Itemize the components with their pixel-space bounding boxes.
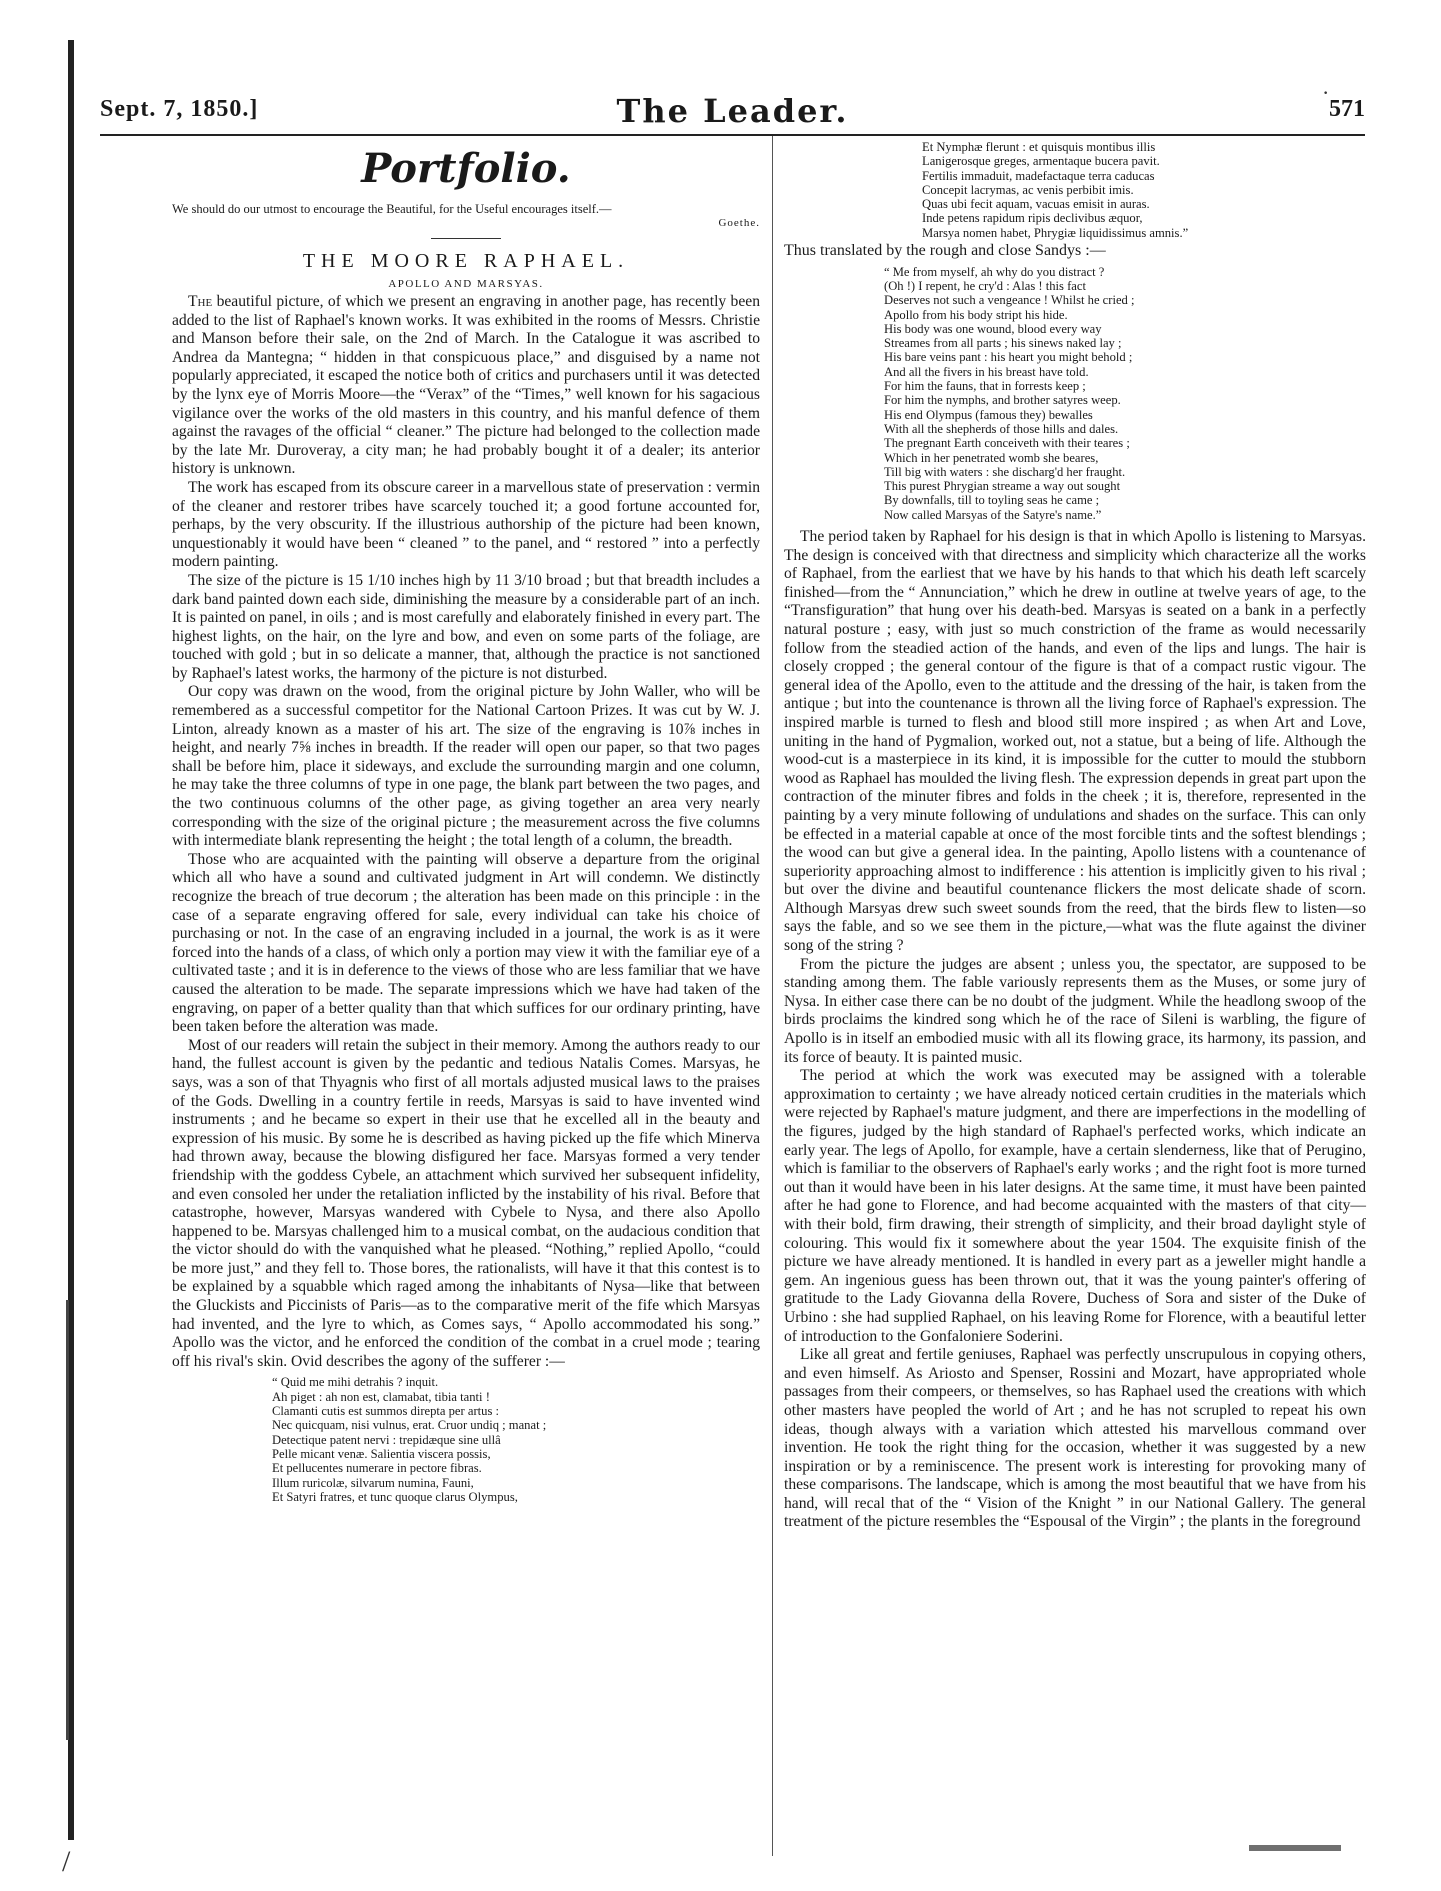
verse-line: His body was one wound, blood every way xyxy=(884,321,1102,336)
article-paragraph: From the picture the judges are absent ; unless you, the spectator, are supposed to be standing among them. The fable variously represents them as the Muses, or some jury of Nysa. In either case there can be no doubt of the judgment. While the headlong swoop of the birds proclaims the kindred song which he of the race of Sileni is warbling, the figure of Apollo is in itself an embodied music with all its flowing grace, its harmony, its passion, and its force of beauty. It is painted music. xyxy=(784,955,1366,1066)
verse-line: Marsya nomen habet, Phrygiæ liquidissimus amnis.” xyxy=(922,225,1189,240)
verse-line: Deserves not such a vengeance ! Whilst he cried ; xyxy=(884,293,1135,308)
verse-line: Illum ruricolæ, silvarum numina, Fauni, xyxy=(272,1475,474,1490)
verse-line: His end Olympus (famous they) bewalles xyxy=(884,407,1093,422)
ink-speck: · xyxy=(1322,80,1330,105)
verse-line: This purest Phrygian streame a way out sought xyxy=(884,479,1121,494)
article-paragraph: Like all great and fertile geniuses, Raphael was perfectly unscrupulous in copying others, and even himself. As Ariosto and Spenser, Rossini and Mozart, have appropriated whole passages from their compeers, or themselves, so has Raphael used the creations with which other masters have peopled the world of Art ; and he has not scrupled to repeat his own ideas, though always with a variation which attested his marvellous command over invention. He took the right thing for the occasion, whether it was suggested by a new inspiration or by a reminiscence. The present work is interesting for provoking many of these comparisons. The landscape, which is among the most beautiful that we have from his hand, will recal that of the “ Vision of the Knight ” in our National Gallery. The general treatment of the picture resembles the “Espousal of the Virgin” ; the plants in the foreground xyxy=(784,1346,1366,1531)
latin-verse xyxy=(272,1375,760,1504)
lead-word: The xyxy=(188,293,213,310)
verse-line: Clamanti cutis est summos direpta per artus : xyxy=(272,1404,499,1419)
verse-line: “ Quid me mihi detrahis ? inquit. xyxy=(272,1375,439,1390)
article-paragraph: The work has escaped from its obscure career in a marvellous state of preservation : vermin of the cleaner and restorer tribes have scarcely touched it; a good fortune accounted for, perhaps, by the very obscurity. If the illustrious authorship of the picture had been known, unquestionably it would have been “ cleaned ” to the panel, and “ restored ” into a perfectly modern painting. xyxy=(172,478,760,571)
verse-line: Pelle micant venæ. Salientia viscera possis, xyxy=(272,1446,491,1461)
verse-line: The pregnant Earth conceiveth with their teares ; xyxy=(884,436,1130,451)
verse-line: Ah piget : ah non est, clamabat, tibia tanti ! xyxy=(272,1389,490,1404)
column-rule xyxy=(772,136,773,1856)
pencil-mark: / xyxy=(62,1845,71,1878)
verse-line: Et Nymphæ flerunt : et quisquis montibus illis xyxy=(922,140,1156,154)
verse-line: Nec quicquam, nisi vulnus, erat. Cruor undiq ; manat ; xyxy=(272,1418,547,1433)
verse-line: Till big with waters : she discharg'd her fraught. xyxy=(884,464,1126,479)
verse-line: For him the nymphs, and brother satyres weep. xyxy=(884,393,1121,408)
article-paragraph: The period taken by Raphael for his design is that in which Apollo is listening to Marsyas. The design is conceived with that directness and simplicity which characterize all the works of Raphael, from the earliest that we have by his hands to that which his death left scarcely finished—from the “ Annunciation,” which he drew in outline at twelve years of age, to the “Transfiguration” that hung over his death-bed. Marsyas is seated on a bank in a perfectly natural posture ; easy, with just so much constriction of the frame as would necessarily follow from the steadied action of the hands, and even of the lips and lungs. The hair is closely cropped ; the general contour of the figure is that of a compact rustic vigour. The general idea of the Apollo, even to the attitude and the dressing of the hair, is taken from the antique ; but into the countenance is thrown all the living force of Raphael's expression. The inspired marble is turned to flesh and blood still more inspired ; as when Art and Love, uniting in the hand of Pygmalion, worked out, not a statue, but a being of life. Although the wood-cut is a masterpiece in its kind, it is impossible for the cutter to mould the stubborn wood as Raphael has moulded the living flesh. The expression depends in great part upon the contraction of the minuter fibres and folds in the cheek ; it is, therefore, represented in the painting by a very minute following of undulations and shades on the surface. This can only be effected in a material capable at once of the most forcible tints and the softest blendings ; the wood can but give a general idea. In the painting, Apollo listens with a countenance of superiority approaching almost to indifference : his attention is implicitly given to his rival ; but over the divine and beautiful countenance flickers the most delicate shade of scorn. Although Marsyas drew such sweet sounds from the reed, that the birds flew to listen—so says the fable, and so we see them in the picture,—what was the flute against the diviner song of the string ? xyxy=(784,528,1366,955)
verse-line: Et pellucentes numerare in pectore fibras. xyxy=(272,1461,482,1476)
verse-line: Lanigerosque greges, armentaque bucera pavit. xyxy=(922,154,1160,169)
verse-line: Et Satyri fratres, et tunc quoque clarus Olympus, xyxy=(272,1489,518,1504)
article-paragraph: Those who are acquainted with the painting will observe a departure from the original which all who have a sound and cultivated judgment in Art will condemn. We distinctly recognize the breach of true decorum ; the alteration has been made on this principle : in the case of a separate engraving offered for sale, every individual can take his choice of purchasing or not. In the case of an engraving included in a journal, the work is as it were forced into the hands of a class, of which only a portion may view it with the familiar eye of a cultivated taste ; and it is in deference to the views of those who are less familiar that we have caused the alteration to be made. The separate impressions which we have had taken of the engraving, on paper of a better quality than that which suffices for our ordinary printing, have been taken before the alteration was made. xyxy=(172,850,760,1036)
ink-smudge xyxy=(1249,1845,1341,1851)
section-heading: Portfolio. xyxy=(361,145,571,192)
verse-line: (Oh !) I repent, he cry'd : Alas ! this fact xyxy=(884,278,1086,293)
newspaper-title: The Leader. xyxy=(616,92,849,130)
verse-line: Fertilis immaduit, madefactaque terra caducas xyxy=(922,168,1155,183)
issue-date: Sept. 7, 1850.] xyxy=(100,96,259,122)
verse-line: Which in her penetrated womb she beares, xyxy=(884,450,1099,465)
verse-line: For him the fauns, that in forrests keep ; xyxy=(884,379,1086,394)
verse-line: Now called Marsyas of the Satyre's name.” xyxy=(884,507,1102,522)
page-number: 571 xyxy=(1329,96,1365,122)
masthead xyxy=(100,92,1365,132)
verse-line: With all the shepherds of those hills and dales. xyxy=(884,421,1119,436)
left-column xyxy=(172,140,760,1506)
verse-line: Detectique patent nervi : trepidæque sine ullâ xyxy=(272,1432,501,1447)
verse-line: Streames from all parts ; his sinews naked lay ; xyxy=(884,336,1122,351)
verse-line: By downfalls, till to toyling seas he came ; xyxy=(884,493,1100,508)
article-paragraph: The period at which the work was executed may be assigned with a tolerable approximation to certainty ; we have already noticed certain crudities in the materials which were rejected by Raphael's mature judgment, and there are imperfections in the modelling of the figures, judged by the high standard of Raphael's perfected works, which indicate an early year. The legs of Apollo, for example, have a certain slenderness, like that of Perugino, which is familiar to the observers of Raphael's early works ; and the right foot is more turned out than it would have been in his later designs. At the same time, it must have been painted after he had gone to Florence, and had become acquainted with the masters of that city—with their bold, firm drawing, their strength of simplicity, and their broad daylight style of colouring. This would fix it somewhere about the year 1504. The exquisite finish of the picture we have already mentioned. It is handled in every part as a jeweller might handle a gem. An ingenious guess has been thrown out, that it was the young painter's offering of gratitude to the Lady Giovanna della Rovere, Duchess of Sora and sister of the Duke of Urbino : she had supplied Raphael, on his leaving Rome for Florence, with a beautiful letter of introduction to the Gonfaloniere Soderini. xyxy=(784,1067,1366,1345)
right-column xyxy=(784,140,1366,1532)
verse-line: And all the fivers in his breast have told. xyxy=(884,364,1089,379)
article-title: THE MOORE RAPHAEL. xyxy=(302,250,630,272)
title-rule xyxy=(431,238,501,239)
verse-line: “ Me from myself, ah why do you distract ? xyxy=(884,264,1105,279)
article-paragraph: The size of the picture is 15 1/10 inches high by 11 3/10 broad ; but that breadth includes a dark band painted down each side, diminishing the measure by a considerable part of an inch. It is painted on panel, in oils ; and is most carefully and elaborately finished in every part. The highest lights, on the hair, on the lyre and bow, and even on some parts of the foliage, are touched with gold ; but in so delicate a manner, that, although the practice is not sanctioned by Raphael's latest works, the harmony of the picture is not disturbed. xyxy=(172,571,760,682)
masthead-rule xyxy=(100,134,1365,136)
verse-line: Concepit lacrymas, ac venis perbibit imis. xyxy=(922,182,1134,197)
article-subtitle: APOLLO AND MARSYAS. xyxy=(388,278,544,290)
sandys-verse xyxy=(884,265,1366,522)
verse-line: His bare veins pant : his heart you might behold ; xyxy=(884,350,1133,365)
article-paragraph: Most of our readers will retain the subject in their memory. Among the authors ready to our hand, the fullest account is given by the pedantic and tedious Natalis Comes. Marsyas, he says, was a son of that Thyagnis who first of all mortals adjusted musical laws to the praises of the Gods. Dwelling in a country fertile in reeds, Marsyas is said to have invented wind instruments ; and he became so expert in their use that he excelled all in the beauty and expression of his music. By some he is described as having picked up the fife which Minerva had thrown away, because the blowing disfigured her face. Marsyas formed a very tender friendship with the goddess Cybele, an attachment which survived her subsequent infidelity, and even consoled her under the retaliation inflicted by the instability of his rival. Before that catastrophe, however, Marsyas wandered with Cybele to Nysa, and there also Apollo happened to be. Marsyas challenged him to a musical combat, on the audacious condition that the victor should do with the vanquished what he pleased. “Nothing,” replied Apollo, “could be more just,” and they fell to. Those bores, the rationalists, will have it that this contest is to be explained by a squabble which raged among the inhabitants of Nysa—like that between the Gluckists and Piccinists of Paris—as to the comparative merit of the fife which Marsyas had invented, and the lyre to which, as Comes says, “ Apollo accommodated his song.” Apollo was the victor, and he enforced the condition of the combat in a cruel mode ; tearing off his rival's skin. Ovid describes the agony of the sufferer :— xyxy=(172,1036,760,1370)
verse-line: Apollo from his body stript his hide. xyxy=(884,307,1068,322)
binding-edge-shadow xyxy=(66,1300,69,1740)
article-paragraph: The beautiful picture, of which we present an engraving in another page, has recently been added to the list of Raphael's known works. It was exhibited in the rooms of Messrs. Christie and Manson before their sale, on the 2nd of March. In the Catalogue it was ascribed to Andrea da Mantegna; “ hidden in that conspicuous place,” and disguised by a name not popularly appreciated, it escaped the notice both of critics and purchasers until it was detected by the lynx eye of Morris Moore—the “Verax” of the “Times,” well known for his sagacious vigilance over the works of the old masters in this country, and his manful defence of them against the ravages of the official “ cleaner.” The picture had belonged to the collection made by the late Mr. Duroveray, a city man; he had probably bought it of a dealer; its anterior history is unknown. xyxy=(172,293,760,478)
verse-line: Inde petens rapidum ripis declivibus æquor, xyxy=(922,211,1143,226)
verse-line: Quas ubi fecit aquam, vacuas emisit in auras. xyxy=(922,197,1150,212)
latin-verse-continued xyxy=(922,140,1366,240)
section-motto: We should do our utmost to encourage the Beautiful, for the Useful encourages itself.— xyxy=(172,202,612,216)
article-paragraph: Our copy was drawn on the wood, from the original picture by John Waller, who will be remembered as a successful competitor for the National Cartoon Prizes. It was cut by W. J. Linton, already known as a master of his art. The size of the engraving is 10⅞ inches in height, and nearly 7⅝ inches in breadth. If the reader will open our paper, so that two pages shall be before him, place it sideways, and exclude the surrounding margin and one column, he may take the three columns of type in one page, the blank part between the two pages, and the two continuous columns of the other page, as giving together an area very nearly corresponding with the size of the original picture ; the measurement across the five columns with intermediate blank representing the height ; the total length of a column, the breadth. xyxy=(172,683,760,850)
motto-attribution: Goethe. xyxy=(718,217,760,229)
sandys-intro: Thus translated by the rough and close Sandys :— xyxy=(784,242,1106,260)
